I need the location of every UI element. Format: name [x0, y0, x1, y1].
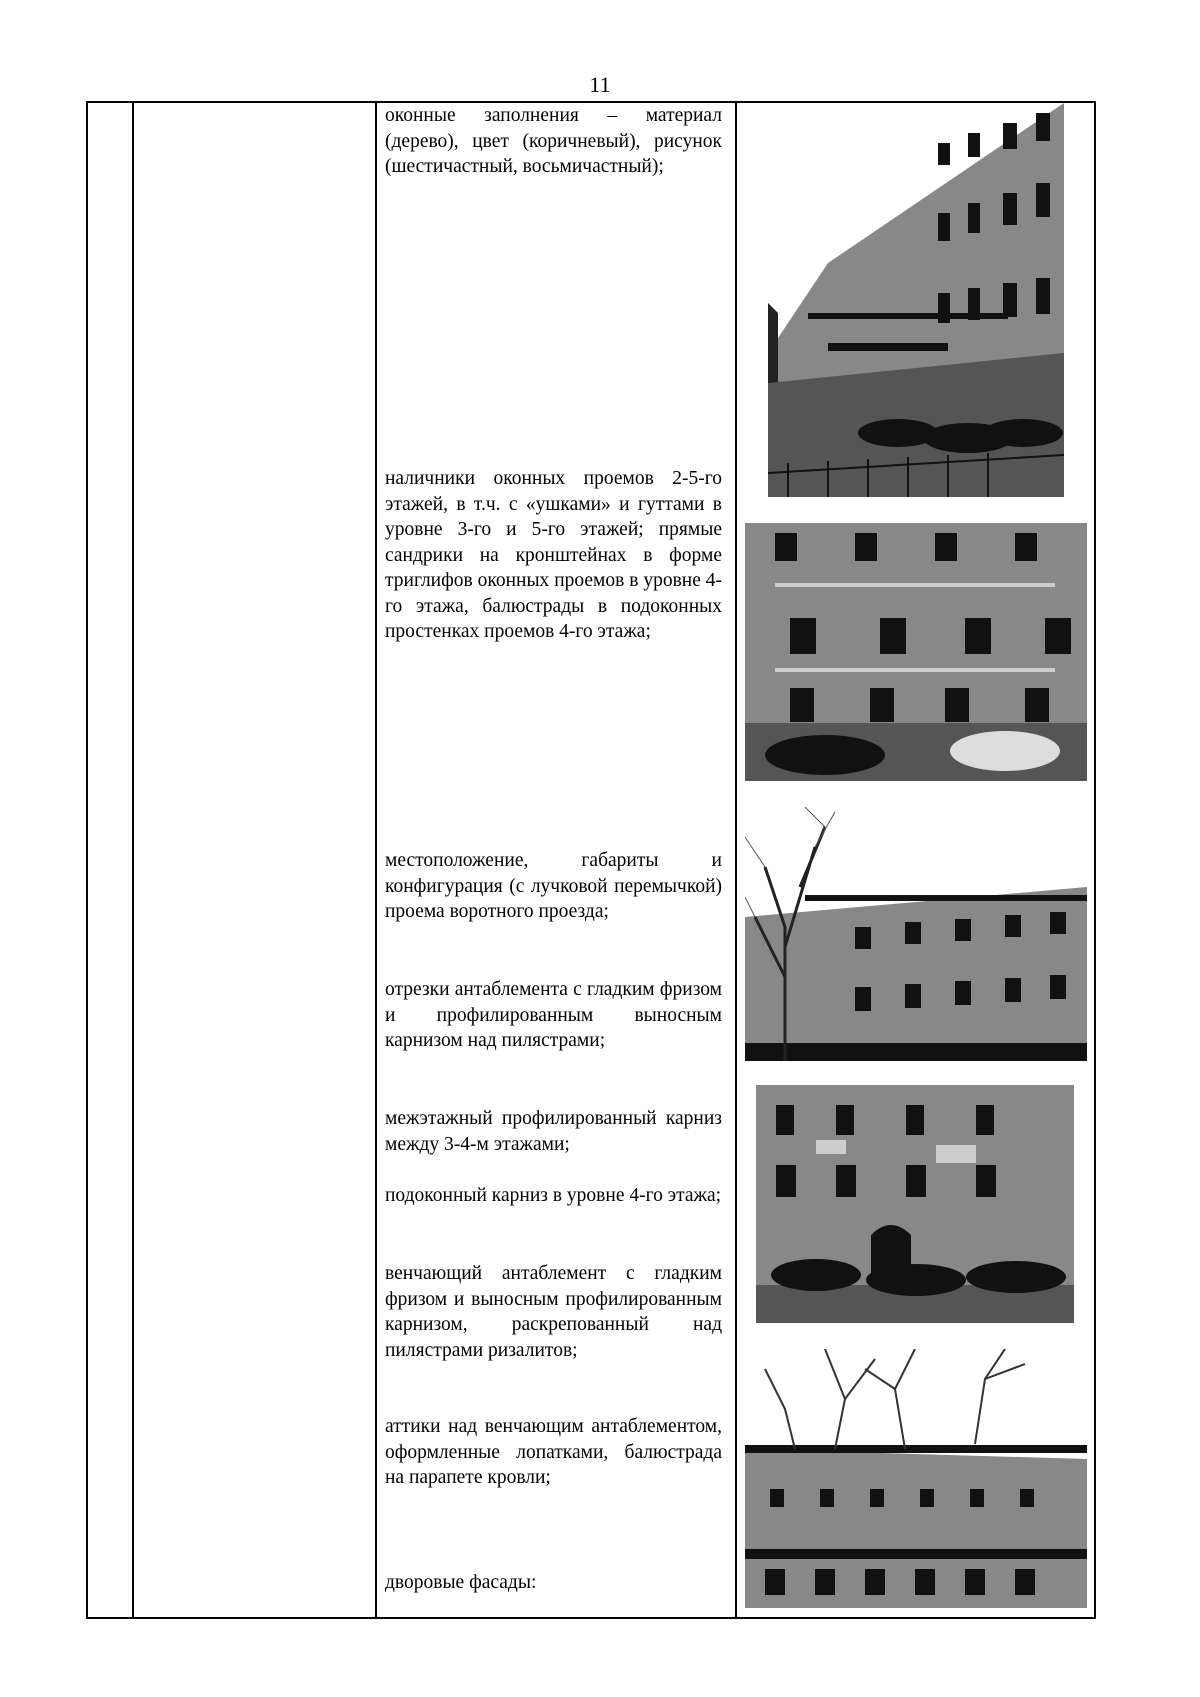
- facade-photo-gateway: [756, 1085, 1074, 1323]
- column-divider-2: [375, 103, 377, 1617]
- description-courtyard-facades: дворовые фасады:: [385, 1572, 537, 1593]
- description-gateway-opening: местоположение, габариты и конфигурация (с лучковой перемычкой) проема воротного проезда;: [385, 850, 722, 922]
- description-attics: аттики над венчающим антаблементом, оформленные лопатками, балюстрада на парапете кровли;: [385, 1416, 722, 1488]
- facade-photo-tree-balustrade: [745, 807, 1087, 1061]
- page-number: 11: [589, 72, 611, 97]
- facade-photo-front-cars: [745, 523, 1087, 781]
- description-window-casings: наличники оконных проемов 2-5-го этажей, в т.ч. с «ушками» и гуттами в уровне 3-го и 5-го этажей; прямые сандрики на кронштейнах в форме триглифов оконных проемов в уровне 4-го этажа, балюстрады в подоконных простенках проемов 4-го этажа;: [385, 468, 722, 642]
- column-divider-1: [132, 103, 134, 1617]
- description-interfloor-cornice: межэтажный профилированный карниз между 3-4-м этажами;: [385, 1108, 722, 1155]
- facade-photo-attic-branches: [745, 1349, 1087, 1608]
- column-divider-3: [735, 103, 737, 1617]
- facade-photo-perspective: [768, 103, 1064, 497]
- description-entablature-segments: отрезки антаблемента с гладким фризом и профилированным выносным карнизом над пилястрами;: [385, 979, 722, 1051]
- description-sill-cornice: подоконный карниз в уровне 4-го этажа;: [385, 1185, 722, 1206]
- description-window-fillings: оконные заполнения – материал (дерево), цвет (коричневый), рисунок (шестичастный, восьмичастный);: [385, 105, 722, 177]
- description-crowning-entablature: венчающий антаблемент с гладким фризом и выносным профилированным карнизом, раскрепованный над пилястрами ризалитов;: [385, 1263, 722, 1361]
